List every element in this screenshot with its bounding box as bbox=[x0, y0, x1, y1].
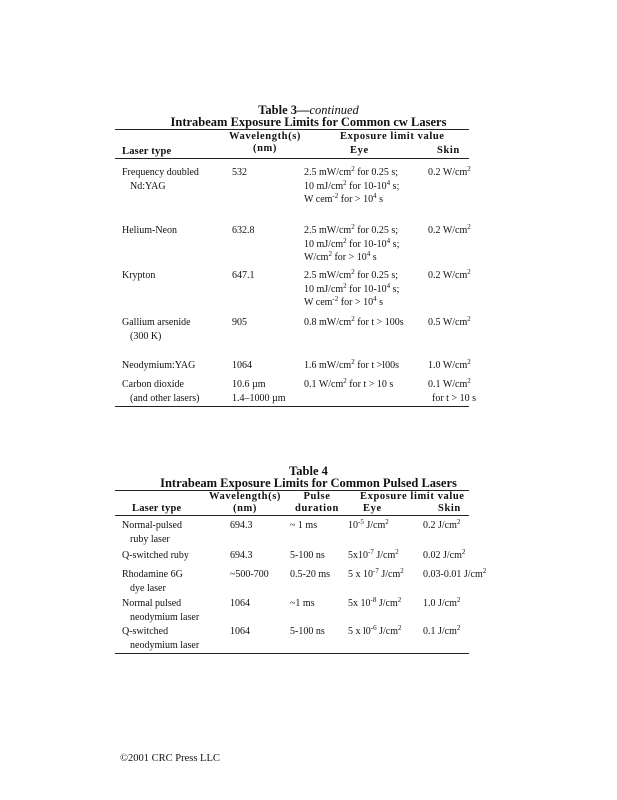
cell-line: Neodymium:YAG bbox=[122, 360, 196, 371]
table4-header-rule bbox=[115, 515, 469, 516]
laser-type-cell bbox=[122, 568, 183, 595]
eye-limit-cell bbox=[304, 166, 399, 207]
cell-line: Nd:YAG bbox=[130, 180, 166, 192]
eye-limit-cell bbox=[304, 316, 404, 330]
cell-line: 905 bbox=[232, 317, 247, 328]
cell-line: dye laser bbox=[130, 582, 166, 594]
wavelength-cell bbox=[232, 166, 247, 180]
table4-header-wavelength: Wavelength(s) (nm) bbox=[209, 491, 281, 514]
cell-line: 0.2 $W/cm^2$ bbox=[428, 165, 471, 178]
cell-line: 2.5 $mW/cm^2$ for 0.25 s; bbox=[304, 223, 399, 236]
table3-top-rule bbox=[115, 129, 469, 130]
cell-line: 0.1 $W/cm^2$ bbox=[428, 377, 471, 390]
wavelength-cell bbox=[232, 316, 247, 330]
table3-header-rule bbox=[115, 158, 469, 159]
eye-limit-cell: 5 x $l0^{-6}$ $J/cm^2$ bbox=[348, 624, 402, 637]
table3-bottom-rule bbox=[115, 406, 469, 407]
table4-header-skin: Skin bbox=[438, 503, 461, 514]
cell-line: 2.5 $mW/cm^2$ for 0.25 s; bbox=[304, 268, 399, 281]
laser-type-cell bbox=[122, 316, 191, 343]
laser-type-cell bbox=[122, 625, 199, 652]
cell-line: 1064 bbox=[232, 360, 252, 371]
cell-line: for t > 10 s bbox=[432, 392, 476, 404]
cell-line: 647.1 bbox=[232, 270, 255, 281]
wavelength-cell: 694.3 bbox=[230, 520, 253, 531]
skin-limit-cell: 1.0 $J/cm^2$ bbox=[423, 596, 461, 609]
pulse-duration-cell: ~1 ms bbox=[290, 598, 315, 609]
table4-bottom-rule bbox=[115, 653, 469, 654]
cell-line: 0.8 $mW/cm^2$ for t > 100s bbox=[304, 315, 404, 328]
pulse-duration-cell: 5-100 ns bbox=[290, 550, 325, 561]
skin-limit-cell bbox=[428, 378, 476, 405]
laser-type-cell bbox=[122, 378, 199, 405]
cell-line: 0.1 $W/cm^2$ for t > 10 s bbox=[304, 377, 394, 390]
table4-subtitle: Intrabeam Exposure Limits for Common Pulsed Lasers bbox=[160, 476, 457, 490]
laser-type-cell bbox=[122, 549, 189, 563]
cell-line: (300 K) bbox=[130, 330, 162, 342]
cell-line: Carbon dioxide bbox=[122, 379, 184, 390]
wavelength-cell bbox=[232, 378, 286, 405]
copyright-footer: ©2001 CRC Press LLC bbox=[120, 753, 220, 764]
cell-line: W cem$^{-2}$ for > $10^4$ s bbox=[304, 192, 383, 205]
table3-header-skin: Skin bbox=[437, 145, 460, 156]
skin-limit-cell: 0.1 $J/cm^2$ bbox=[423, 624, 461, 637]
table4-header-eye: Eye bbox=[363, 503, 382, 514]
table3-title: Table 3—continued bbox=[258, 103, 359, 117]
cell-line: 532 bbox=[232, 167, 247, 178]
cell-line: 0.2 $W/cm^2$ bbox=[428, 268, 471, 281]
wavelength-cell: 1064 bbox=[230, 626, 250, 637]
cell-line: Frequency doubled bbox=[122, 167, 199, 178]
laser-type-cell bbox=[122, 597, 199, 624]
skin-limit-cell bbox=[428, 224, 471, 238]
cell-line: neodymium laser bbox=[130, 639, 200, 651]
cell-line: ruby laser bbox=[130, 533, 170, 545]
cell-line: W cem$^{-2}$ for > $10^4$ s bbox=[304, 295, 383, 308]
table3-header-exposure: Exposure limit value bbox=[340, 131, 445, 142]
laser-type-cell bbox=[122, 519, 182, 546]
cell-line: 1.4–1000 µm bbox=[232, 392, 286, 404]
cell-line: 0.5 $W/cm^2$ bbox=[428, 315, 471, 328]
cell-line: 10 $mJ/cm^2$ for $10-10^4$ s; bbox=[304, 236, 400, 250]
wavelength-cell: 1064 bbox=[230, 598, 250, 609]
laser-type-cell bbox=[122, 224, 177, 238]
table4-header-exposure: Exposure limit value bbox=[360, 491, 465, 502]
cell-line: neodymium laser bbox=[130, 611, 200, 623]
skin-limit-cell bbox=[428, 269, 471, 283]
wavelength-cell bbox=[232, 224, 255, 238]
skin-limit-cell: 0.03-0.01 $J/cm^2$ bbox=[423, 567, 487, 580]
cell-line: Rhodamine 6G bbox=[122, 569, 183, 580]
table3-subtitle: Intrabeam Exposure Limits for Common cw Lasers bbox=[170, 115, 447, 129]
cell-line: 10 $mJ/cm^2$ for $10-10^4$ s; bbox=[304, 178, 400, 192]
cell-line: 1.6 $mW/cm^2$ for t >l00s bbox=[304, 358, 399, 371]
skin-limit-cell: 0.02 $J/cm^2$ bbox=[423, 548, 466, 561]
eye-limit-cell bbox=[304, 224, 399, 265]
cell-line: Q-switched bbox=[122, 626, 169, 637]
wavelength-cell: 694.3 bbox=[230, 550, 253, 561]
laser-type-cell bbox=[122, 269, 155, 283]
laser-type-cell bbox=[122, 359, 195, 373]
cell-line: $W/cm^2$ for > $10^4$ s bbox=[304, 250, 377, 263]
eye-limit-cell: 5x $10^{-8}$ $J/cm^2$ bbox=[348, 596, 402, 609]
cell-line: 10.6 µm bbox=[232, 379, 266, 390]
cell-line: 10 $mJ/cm^2$ for $10-10^4$ s; bbox=[304, 281, 400, 295]
cell-line: Helium-Neon bbox=[122, 225, 177, 236]
eye-limit-cell: $10^{-5}$ $J/cm^2$ bbox=[348, 518, 389, 531]
table4-header-pulse: Pulse duration bbox=[295, 491, 339, 514]
laser-type-cell bbox=[122, 166, 199, 193]
eye-limit-cell: 5 x $10^{-7}$ $J/cm^2$ bbox=[348, 567, 404, 580]
pulse-duration-cell: 5-100 ns bbox=[290, 626, 325, 637]
skin-limit-cell: 0.2 $J/cm^2$ bbox=[423, 518, 461, 531]
table3-header-eye: Eye bbox=[350, 145, 369, 156]
cell-line: (and other lasers) bbox=[130, 392, 200, 404]
cell-line: 1.0 $W/cm^2$ bbox=[428, 358, 471, 371]
cell-line: 2.5 $mW/cm^2$ for 0.25 s; bbox=[304, 165, 399, 178]
pulse-duration-cell: 0.5-20 ms bbox=[290, 569, 330, 580]
cell-line: Gallium arsenide bbox=[122, 317, 191, 328]
table3-header-type: Laser type bbox=[122, 146, 172, 157]
skin-limit-cell bbox=[428, 316, 471, 330]
cell-line: Krypton bbox=[122, 270, 156, 281]
pulse-duration-cell: ~ 1 ms bbox=[290, 520, 318, 531]
cell-line: Normal-pulsed bbox=[122, 520, 182, 531]
eye-limit-cell bbox=[304, 359, 399, 373]
table3-header-wavelength: Wavelength(s) (nm) bbox=[229, 131, 301, 154]
table4-title: Table 4 bbox=[289, 464, 328, 478]
eye-limit-cell bbox=[304, 269, 399, 310]
wavelength-cell bbox=[232, 269, 255, 283]
cell-line: 632.8 bbox=[232, 225, 255, 236]
cell-line: 0.2 $W/cm^2$ bbox=[428, 223, 471, 236]
cell-line: Q-switched ruby bbox=[122, 550, 189, 561]
wavelength-cell: ~500-700 bbox=[230, 569, 269, 580]
table4-header-type: Laser type bbox=[132, 503, 182, 514]
cell-line: Normal pulsed bbox=[122, 598, 182, 609]
wavelength-cell bbox=[232, 359, 252, 373]
eye-limit-cell: $5x10^{-7}$ $J/cm^2$ bbox=[348, 548, 399, 561]
skin-limit-cell bbox=[428, 359, 471, 373]
skin-limit-cell bbox=[428, 166, 471, 180]
eye-limit-cell bbox=[304, 378, 393, 392]
